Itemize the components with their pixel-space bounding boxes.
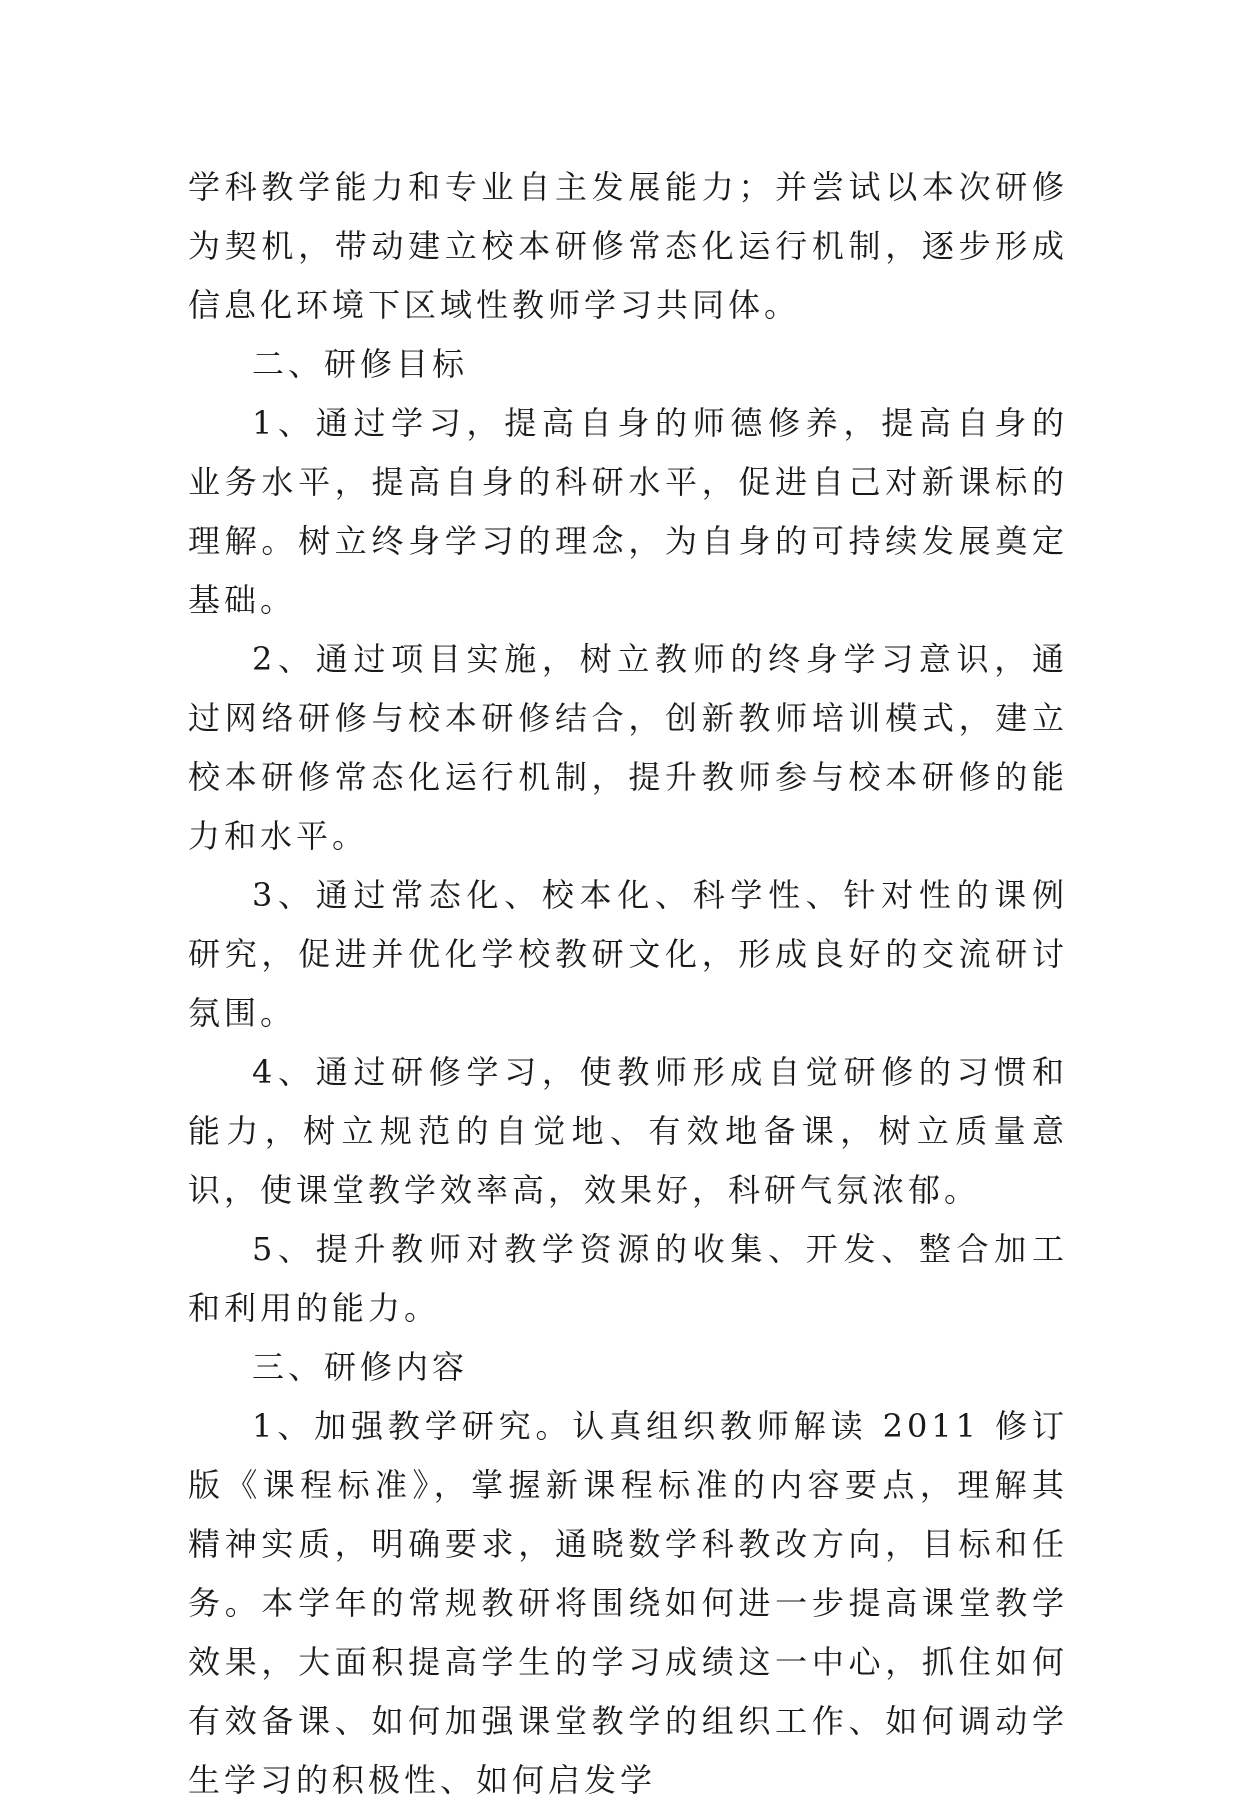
goal-item-3: 3、通过常态化、校本化、科学性、针对性的课例研究，促进并优化学校教研文化，形成良好的交流研讨氛围。 [188,876,1068,1032]
goal-item-5: 5、提升教师对教学资源的收集、开发、整合加工和利用的能力。 [188,1230,1068,1327]
document-body [188,158,1068,1810]
content-item-1: 1、加强教学研究。认真组织教师解读 2011 修订版《课程标准》，掌握新课程标准的内容要点，理解其精神实质，明确要求，通晓数学科教改方向，目标和任务。本学年的常规教研将围绕如何进一步提高课堂教学效果，大面积提高学生的学习成绩这一中心，抓住如何有效备课、如何加强课堂教学的组织工作、如何调动学生学习的积极性、如何启发学 [188,1407,1068,1799]
paragraph-intro-continuation: 学科教学能力和专业自主发展能力；并尝试以本次研修为契机，带动建立校本研修常态化运行机制，逐步形成信息化环境下区域性教师学习共同体。 [188,168,1068,324]
goal-item-1: 1、通过学习，提高自身的师德修养，提高自身的业务水平，提高自身的科研水平，促进自己对新课标的理解。树立终身学习的理念，为自身的可持续发展奠定基础。 [188,404,1068,619]
section-heading-goals: 二、研修目标 [252,345,469,383]
goal-item-4: 4、通过研修学习，使教师形成自觉研修的习惯和能力，树立规范的自觉地、有效地备课，树立质量意识，使课堂教学效率高，效果好，科研气氛浓郁。 [188,1053,1068,1209]
section-heading-content: 三、研修内容 [252,1348,469,1386]
goal-item-2: 2、通过项目实施，树立教师的终身学习意识，通过网络研修与校本研修结合，创新教师培训模式，建立校本研修常态化运行机制，提升教师参与校本研修的能力和水平。 [188,640,1068,855]
